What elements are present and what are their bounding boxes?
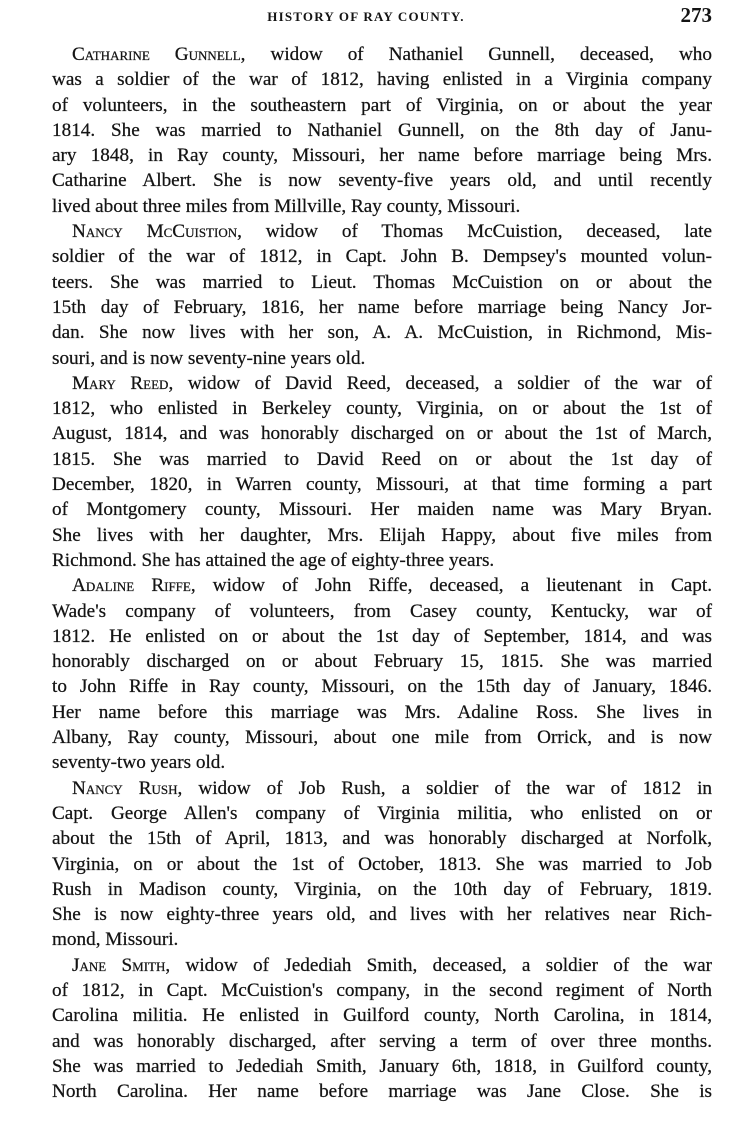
line-text: Capt. George Allen's company of Virginia militia, who enlisted on or (52, 802, 712, 824)
line-text: , widow of Nathaniel Gunnell, deceased, who (240, 44, 712, 65)
line-text: lived about three miles from Millville, Ray county, Missouri. (52, 195, 521, 217)
text-line (52, 295, 712, 320)
text-line (52, 143, 712, 168)
text-line (52, 1003, 712, 1028)
line-text: Rush in Madison county, Virginia, on the 10th day of February, 1819. (52, 878, 712, 900)
line-text: 1815. She was married to David Reed on or about the 1st day of (52, 448, 712, 470)
line-text: souri, and is now seventy-nine years old. (52, 347, 366, 369)
line-text: 1812. He enlisted on or about the 1st day of September, 1814, and was (52, 625, 712, 647)
text-line (52, 877, 712, 902)
line-text: of Montgomery county, Missouri. Her maiden name was Mary Bryan. (52, 499, 712, 521)
line-text: 15th day of February, 1816, her name before marriage being Nancy Jor- (52, 296, 712, 318)
text-line (52, 978, 712, 1003)
line-text: to John Riffe in Ray county, Missouri, on the 15th day of January, 1846. (52, 676, 712, 698)
text-line (52, 346, 712, 371)
running-title: HISTORY OF RAY COUNTY. (267, 9, 465, 24)
line-text: honorably discharged on or about February 15, 1815. She was married (52, 651, 712, 673)
text-line (52, 396, 712, 421)
text-line (52, 927, 712, 952)
entry-name: Catharine Gunnell (72, 44, 241, 65)
entry-name: Nancy Rush (72, 777, 178, 799)
paragraph (52, 776, 712, 953)
line-text: mond, Missouri. (52, 929, 179, 951)
text-line (52, 801, 712, 826)
text-line (52, 168, 712, 193)
line-text: about the 15th of April, 1813, and was honorably discharged at Norfolk, (52, 828, 712, 850)
text-line (52, 421, 712, 446)
line-text: , widow of Thomas McCuistion, deceased, late (237, 221, 713, 243)
line-text: Her name before this marriage was Mrs. Adaline Ross. She lives in (52, 701, 712, 723)
page-body (52, 42, 712, 1104)
paragraph (52, 953, 712, 1105)
line-text: soldier of the war of 1812, in Capt. John B. Dempsey's mounted volun- (52, 246, 712, 268)
line-text: , widow of John Riffe, deceased, a lieutenant in Capt. (190, 575, 712, 597)
line-text: She was married to Jedediah Smith, January 6th, 1818, in Guilford county, (52, 1055, 712, 1077)
line-text: Carolina militia. He enlisted in Guilford county, North Carolina, in 1814, (52, 1005, 712, 1027)
running-header (0, 3, 732, 29)
text-line (52, 902, 712, 927)
text-line (52, 1054, 712, 1079)
page-number: 273 (680, 3, 712, 27)
text-line (52, 776, 712, 801)
line-text: , widow of David Reed, deceased, a soldier of the war of (168, 372, 712, 394)
line-text: seventy-two years old. (52, 752, 226, 774)
text-line (52, 523, 712, 548)
text-line (52, 371, 712, 396)
text-line (52, 93, 712, 118)
line-text: Catharine Albert. She is now seventy-five years old, and until recently (52, 170, 712, 192)
line-text: She is now eighty-three years old, and lives with her relatives near Rich- (52, 904, 712, 926)
text-line (52, 447, 712, 472)
line-text: Richmond. She has attained the age of eighty-three years. (52, 549, 495, 571)
text-line (52, 1079, 712, 1104)
line-text: December, 1820, in Warren county, Missouri, at that time forming a part (52, 474, 712, 496)
line-text: teers. She was married to Lieut. Thomas McCuistion on or about the (52, 271, 712, 293)
text-line (52, 953, 712, 978)
text-line (52, 649, 712, 674)
line-text: 1814. She was married to Nathaniel Gunnell, on the 8th day of Janu- (52, 119, 712, 141)
line-text: 1812, who enlisted in Berkeley county, Virginia, on or about the 1st of (52, 398, 712, 420)
line-text: and was honorably discharged, after serving a term of over three months. (52, 1030, 712, 1052)
text-line (52, 194, 712, 219)
text-line (52, 826, 712, 851)
text-line (52, 472, 712, 497)
paragraph (52, 573, 712, 775)
text-line (52, 1029, 712, 1054)
text-line (52, 42, 712, 67)
text-line (52, 674, 712, 699)
text-line (52, 624, 712, 649)
text-line (52, 270, 712, 295)
paragraph (52, 371, 712, 573)
line-text: Wade's company of volunteers, from Casey county, Kentucky, war of (52, 600, 712, 622)
entry-name: Jane Smith (72, 954, 166, 976)
line-text: North Carolina. Her name before marriage was Jane Close. She is (52, 1081, 712, 1103)
line-text: dan. She now lives with her son, A. A. McCuistion, in Richmond, Mis- (52, 322, 712, 344)
line-text: was a soldier of the war of 1812, having enlisted in a Virginia company (52, 69, 712, 91)
text-line (52, 118, 712, 143)
text-line (52, 320, 712, 345)
text-line (52, 573, 712, 598)
line-text: She lives with her daughter, Mrs. Elijah Happy, about five miles from (52, 524, 712, 546)
line-text: , widow of Job Rush, a soldier of the war of 1812 in (177, 777, 713, 799)
entry-name: Nancy McCuistion (72, 221, 238, 243)
paragraph (52, 42, 712, 219)
line-text: August, 1814, and was honorably discharged on or about the 1st of March, (52, 423, 712, 445)
text-line (52, 67, 712, 92)
text-line (52, 219, 712, 244)
text-line (52, 548, 712, 573)
line-text: Albany, Ray county, Missouri, about one mile from Orrick, and is now (52, 727, 712, 749)
entry-name: Adaline Riffe (72, 575, 191, 597)
line-text: ary 1848, in Ray county, Missouri, her name before marriage being Mrs. (52, 145, 712, 167)
paragraph (52, 219, 712, 371)
line-text: Virginia, on or about the 1st of October, 1813. She was married to Job (52, 853, 712, 875)
text-line (52, 725, 712, 750)
text-line (52, 852, 712, 877)
text-line (52, 244, 712, 269)
line-text: , widow of Jedediah Smith, deceased, a soldier of the war (165, 954, 713, 976)
text-line (52, 599, 712, 624)
text-line (52, 497, 712, 522)
line-text: of 1812, in Capt. McCuistion's company, in the second regiment of North (52, 979, 712, 1001)
text-line (52, 750, 712, 775)
line-text: of volunteers, in the southeastern part of Virginia, on or about the year (52, 94, 712, 116)
text-line (52, 700, 712, 725)
entry-name: Mary Reed (72, 372, 169, 394)
